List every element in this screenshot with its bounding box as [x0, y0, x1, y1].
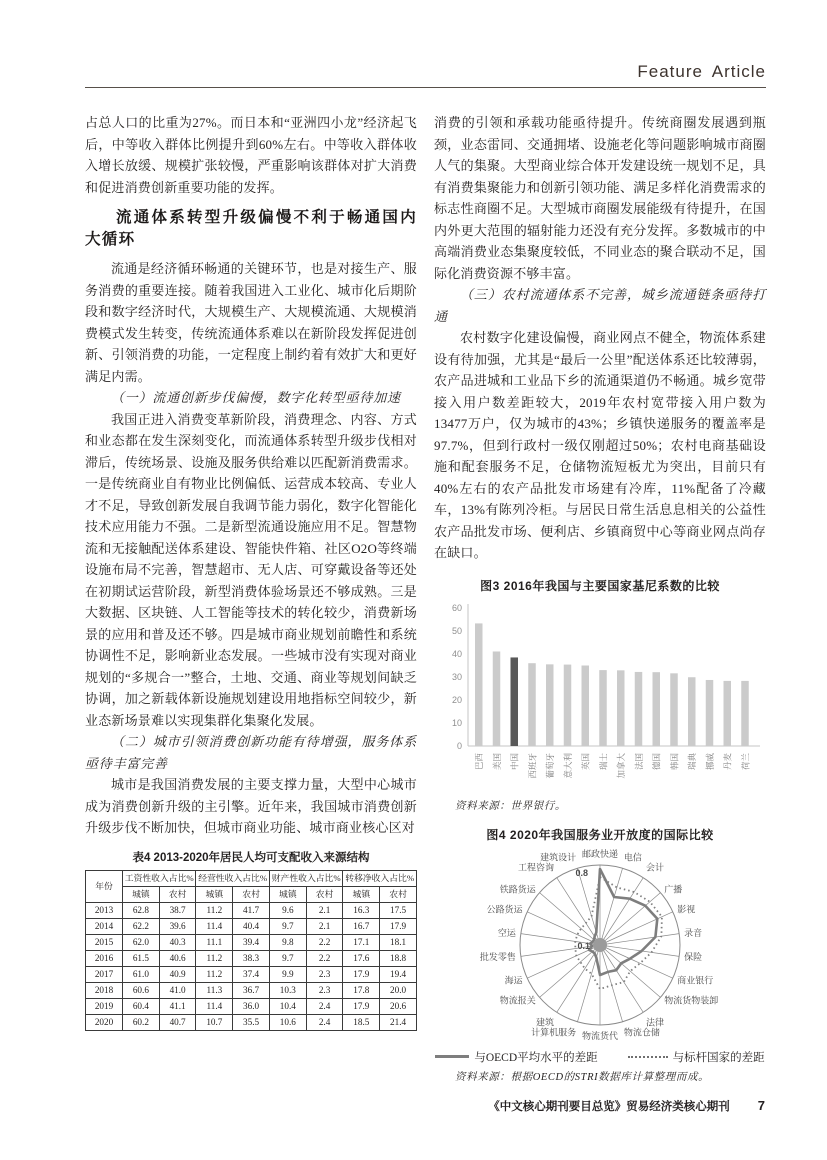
table-cell: 20.0 [380, 982, 417, 998]
radar-category-label: 公路货运 [486, 904, 523, 915]
table-cell: 11.2 [196, 950, 233, 966]
radar-category-label: 铁路货运 [499, 883, 536, 894]
table-header-year: 年份 [86, 870, 123, 902]
table-row [86, 982, 417, 998]
bar-中国 [511, 657, 519, 746]
radar-category-label: 批发零售 [479, 951, 516, 962]
x-category-label: 加拿大 [616, 752, 626, 779]
table-cell: 40.6 [159, 950, 196, 966]
table-cell: 2.4 [306, 998, 343, 1014]
x-category-label: 西班牙 [527, 752, 538, 779]
radar-category-label: 空运 [497, 927, 516, 938]
table-cell: 60.4 [123, 998, 160, 1014]
header-label: Feature Article [637, 62, 766, 81]
table-row [86, 1014, 417, 1030]
stri-radar-chart [434, 845, 766, 1047]
radar-spoke [600, 945, 623, 1022]
paragraph-middle-income: 占总人口的比重为27%。而日本和“亚洲四小龙”经济起飞后，中等收入群体比例提升到60%左右。中等收入群体收入增长放缓、规模扩张较慢，严重影响该群体对扩大消费和促进消费创新重要功能的发挥。 [85, 115, 417, 195]
bar-意大利 [564, 664, 572, 745]
table-cell: 62.8 [123, 902, 160, 918]
table-cell: 2019 [86, 998, 123, 1014]
x-category-label: 葡萄牙 [545, 752, 555, 779]
table-cell: 18.1 [380, 934, 417, 950]
table-cell: 11.2 [196, 902, 233, 918]
y-tick-label: 50 [451, 625, 462, 636]
bar-西班牙 [528, 663, 536, 746]
radar-category-label: 建筑设计 [540, 851, 577, 862]
paragraph-business-district: 消费的引领和承载功能亟待提升。传统商圈发展遇到瓶颈，业态雷同、交通拥堵、设施老化等问题影响城市商圈人气的集聚。大型商业综合体开发建设统一规划不足，具有消费集聚能力和创新引领功能、满足多样化消费需求的标志性商圈不足。大型城市商圈发展能级有待提升，在国内外更大范围的辐射能力还没有充分发挥。多数城市的中高端消费业态集聚度较低，不同业态的聚合联动不足，国际化消费资源不够丰富。 [434, 115, 766, 281]
legend-item-oecd [435, 1049, 597, 1065]
table-cell: 16.3 [343, 902, 380, 918]
solid-line-swatch [435, 1055, 469, 1058]
section-heading-circulation: 流通体系转型升级偏慢不利于畅通国内大循环 [85, 209, 417, 248]
radar-outer-tick: 0.8 [575, 867, 588, 878]
table-cell: 41.1 [159, 998, 196, 1014]
x-category-label: 荷兰 [740, 752, 751, 770]
table-cell: 41.0 [159, 982, 196, 998]
x-category-label: 德国 [651, 752, 662, 770]
right-column [434, 112, 766, 1084]
table-cell: 40.4 [233, 918, 270, 934]
table-subheader: 农村 [233, 886, 270, 902]
table-cell: 9.8 [269, 934, 306, 950]
y-tick-label: 40 [451, 648, 462, 659]
table-subheader: 农村 [159, 886, 196, 902]
table-cell: 17.5 [380, 902, 417, 918]
radar-category-label: 物流报关 [499, 995, 536, 1006]
table-cell: 37.4 [233, 966, 270, 982]
bar-葡萄牙 [546, 664, 554, 746]
table-cell: 9.6 [269, 902, 306, 918]
table-cell: 40.7 [159, 1014, 196, 1030]
radar-series-0 [589, 869, 657, 975]
income-structure-table [85, 870, 417, 1031]
dotted-line-swatch [628, 1056, 668, 1058]
paragraph-city-consumption: 城市是我国消费发展的主要支撑力量，大型中心城市成为消费创新升级的主引擎。近年来，我国城市消费创新升级步伐不断加快，但城市商业功能、城市商业核心区对 [85, 777, 417, 835]
table-cell: 10.7 [196, 1014, 233, 1030]
table-cell: 11.2 [196, 966, 233, 982]
figure4-source: 资料来源：根据OECD的STRI数据库计算整理而成。 [455, 1071, 710, 1083]
bar-挪威 [706, 679, 714, 745]
table-cell: 11.3 [196, 982, 233, 998]
radar-category-label: 工程咨询 [517, 862, 554, 872]
left-column [85, 112, 417, 1084]
radar-category-label: 建筑 [535, 1017, 554, 1027]
gini-bar-chart [434, 596, 766, 794]
bar-德国 [653, 672, 661, 746]
y-tick-label: 0 [456, 740, 462, 751]
bar-荷兰 [741, 680, 749, 745]
radar-category-label: 邮政快递 [581, 848, 619, 859]
y-tick-label: 20 [451, 694, 462, 705]
table-cell: 2.3 [306, 966, 343, 982]
legend-item-benchmark [628, 1049, 765, 1065]
radar-spoke [600, 892, 660, 944]
table-cell: 36.7 [233, 982, 270, 998]
x-category-label: 瑞典 [687, 752, 697, 770]
table-cell: 2013 [86, 902, 123, 918]
table-cell: 35.5 [233, 1014, 270, 1030]
table-cell: 10.4 [269, 998, 306, 1014]
table-cell: 2014 [86, 918, 123, 934]
two-column-layout [85, 112, 766, 1084]
table-cell: 61.5 [123, 950, 160, 966]
bar-美国 [493, 651, 501, 746]
bar-法国 [635, 671, 643, 745]
radar-category-label: 物流货物装卸 [664, 995, 719, 1006]
table-cell: 17.8 [343, 982, 380, 998]
table-cell: 2015 [86, 934, 123, 950]
table-subheader: 城镇 [196, 886, 233, 902]
table-cell: 36.0 [233, 998, 270, 1014]
paragraph-circulation-intro: 流通是经济循环畅通的关键环节，也是对接生产、服务消费的重要连接。随着我国进入工业化、城市化后期阶段和数字经济时代，大规模生产、大规模流通、大规模消费模式发生转变，传统流通体系难以在新阶段发挥促进创新、引领消费的功能，一定程度上制约着有效扩大和更好满足内需。 [85, 261, 417, 384]
table-cell: 16.7 [343, 918, 380, 934]
radar-spoke [540, 892, 600, 944]
x-category-label: 法国 [633, 752, 644, 770]
table-cell: 61.0 [123, 966, 160, 982]
table-row [86, 998, 417, 1014]
table-cell: 9.7 [269, 918, 306, 934]
radar-legend [434, 1049, 766, 1065]
table-cell: 18.5 [343, 1014, 380, 1030]
table-group-header: 工资性收入占比% [123, 870, 196, 886]
header-rule [85, 87, 766, 88]
table-group-header: 转移净收入占比% [343, 870, 417, 886]
table-cell: 39.6 [159, 918, 196, 934]
table-cell: 17.9 [343, 966, 380, 982]
table-row [86, 950, 417, 966]
table-cell: 9.7 [269, 950, 306, 966]
table-cell: 18.8 [380, 950, 417, 966]
table-cell: 9.9 [269, 966, 306, 982]
bar-巴西 [475, 623, 483, 746]
table-cell: 38.3 [233, 950, 270, 966]
subheading-3: （三）农村流通体系不完善，城乡流通链条亟待打通 [434, 287, 766, 324]
bar-英国 [582, 665, 590, 746]
subheading-1: （一）流通创新步伐偏慢，数字化转型亟待加速 [111, 390, 401, 405]
x-category-label: 巴西 [474, 752, 484, 770]
table-group-header: 经营性收入占比% [196, 870, 269, 886]
table-cell: 60.6 [123, 982, 160, 998]
page-content [85, 62, 766, 1084]
table-row [86, 934, 417, 950]
x-category-label: 丹麦 [722, 752, 733, 770]
table-cell: 41.7 [233, 902, 270, 918]
radar-category-label: 保险 [684, 951, 703, 962]
radar-category-label: 电信 [623, 851, 642, 862]
y-tick-label: 10 [451, 717, 462, 728]
table-cell: 2.3 [306, 982, 343, 998]
x-category-label: 韩国 [669, 752, 680, 770]
table-subheader: 农村 [306, 886, 343, 902]
subheading-2: （二）城市引领消费创新功能有待增强，服务体系亟待丰富完善 [85, 734, 417, 771]
table-cell: 11.4 [196, 918, 233, 934]
x-category-label: 英国 [580, 752, 591, 770]
x-category-label: 中国 [509, 752, 520, 770]
table-cell: 10.6 [269, 1014, 306, 1030]
x-category-label: 美国 [491, 752, 502, 770]
radar-series-1 [575, 877, 662, 989]
footer-journal-label: 《中文核心期刊要目总览》贸易经济类核心期刊 [488, 1101, 730, 1113]
table-cell: 62.2 [123, 918, 160, 934]
radar-center-hub [593, 938, 607, 952]
table-cell: 2016 [86, 950, 123, 966]
table-cell: 2.2 [306, 934, 343, 950]
radar-category-label: 物流仓储 [623, 1027, 660, 1038]
paragraph-rural-circulation: 农村数字化建设偏慢，商业网点不健全，物流体系建设有待加强，尤其是“最后一公里”配送体系还比较薄弱，农产品进城和工业品下乡的流通渠道仍不畅通。城乡宽带接入用户数差距较大，2019年农村宽带接入用户数为13477万户，仅为城市的43%；乡镇快递服务的覆盖率是97.7%，但到行政村一级仅刚超过50%；农村电商基础设施和配套服务不足，仓储物流短板尤为突出，目前只有40%左右的农产品批发市场建有冷库，11%配备了冷藏车，13%有陈列冷柜。与居民日常生活息息相关的公益性农产品批发市场、便利店、乡镇商贸中心等商业网点尚存在缺口。 [434, 330, 766, 560]
table-cell: 40.9 [159, 966, 196, 982]
figure3-source: 资料来源：世界银行。 [455, 800, 566, 812]
radar-spoke [600, 868, 623, 945]
table-cell: 2020 [86, 1014, 123, 1030]
radar-category-label: 物流货代 [581, 1030, 619, 1041]
table-cell: 11.1 [196, 934, 233, 950]
bar-丹麦 [724, 680, 732, 745]
table-cell: 2.4 [306, 1014, 343, 1030]
bar-加拿大 [617, 670, 625, 746]
table-subheader: 城镇 [123, 886, 160, 902]
x-category-label: 挪威 [704, 752, 715, 770]
table-row [86, 966, 417, 982]
table-cell: 21.4 [380, 1014, 417, 1030]
figure3-title: 图3 2016年我国与主要国家基尼系数的比较 [480, 578, 720, 593]
table-title: 表4 2013-2020年居民人均可支配收入来源结构 [132, 851, 370, 864]
table-cell: 2.1 [306, 902, 343, 918]
radar-category-label: 会计 [646, 862, 665, 872]
table-cell: 39.4 [233, 934, 270, 950]
page-footer [488, 1098, 765, 1114]
table-cell: 2018 [86, 982, 123, 998]
radar-spoke [540, 945, 600, 997]
y-tick-label: 60 [451, 602, 462, 613]
table-cell: 38.7 [159, 902, 196, 918]
radar-inner-tick: 0.1 [577, 940, 590, 951]
figure4-title: 图4 2020年我国服务业开放度的国际比较 [486, 827, 714, 842]
table-cell: 20.6 [380, 998, 417, 1014]
bar-韩国 [670, 673, 678, 746]
paragraph-innovation-lag: 我国正进入消费变革新阶段，消费理念、内容、方式和业态都在发生深刻变化，而流通体系转型升级步伐相对滞后，传统场景、设施及服务供给难以匹配新消费需求。一是传统商业自有物业比例偏低、运营成本较高、专业人才不足，导致创新发展自我调节能力弱化，数字化智能化技术应用能力不强。二是新型流通设施应用不足。智慧物流和无接触配送体系建设、智能快件箱、社区O2O等终端设施布局不完善，智慧超市、无人店、可穿戴设备等还处在初期试运营阶段，新型消费体验场景还不够成熟。三是大数据、区块链、人工智能等技术的转化较少，消费新场景的应用和普及还不够。四是城市商业规划前瞻性和系统协调性不足，影响新业态发展。一些城市没有实现对商业规划的“多规合一”整合，土地、交通、商业等规划间缺乏协调，加之新载体新设施规划建设用地指标空间较少，新业态新场景难以实现集群化集聚化发展。 [85, 411, 417, 728]
table-cell: 17.6 [343, 950, 380, 966]
legend-label-oecd: 与OECD平均水平的差距 [474, 1051, 598, 1064]
radar-category-label: 录音 [684, 927, 703, 938]
table-cell: 10.3 [269, 982, 306, 998]
table-cell: 17.9 [380, 918, 417, 934]
table-cell: 60.2 [123, 1014, 160, 1030]
x-category-label: 意大利 [562, 752, 573, 779]
table-cell: 17.1 [343, 934, 380, 950]
table-subheader: 城镇 [343, 886, 380, 902]
table-cell: 19.4 [380, 966, 417, 982]
table-subheader: 农村 [380, 886, 417, 902]
legend-label-benchmark: 与标杆国家的差距 [672, 1051, 765, 1064]
table-cell: 62.0 [123, 934, 160, 950]
radar-category-label: 法律 [646, 1017, 665, 1027]
radar-category-label: 商业银行 [677, 974, 714, 985]
table-cell: 11.4 [196, 998, 233, 1014]
table-cell: 2.1 [306, 918, 343, 934]
x-category-label: 瑞士 [598, 752, 609, 770]
table-cell: 2.2 [306, 950, 343, 966]
radar-category-label: 广播 [664, 883, 683, 894]
table-cell: 17.9 [343, 998, 380, 1014]
y-tick-label: 30 [451, 671, 462, 682]
table-row [86, 918, 417, 934]
bar-瑞士 [599, 670, 607, 746]
page-header [85, 62, 766, 82]
table-subheader: 城镇 [269, 886, 306, 902]
radar-category-label: 影视 [677, 904, 696, 915]
table-cell: 2017 [86, 966, 123, 982]
table-group-header: 财产性收入占比% [269, 870, 342, 886]
radar-category-label: 计算机服务 [531, 1027, 577, 1038]
bar-瑞典 [688, 677, 696, 746]
table-row [86, 902, 417, 918]
table-cell: 40.3 [159, 934, 196, 950]
radar-category-label: 海运 [504, 974, 523, 985]
page-number: 7 [757, 1098, 765, 1113]
